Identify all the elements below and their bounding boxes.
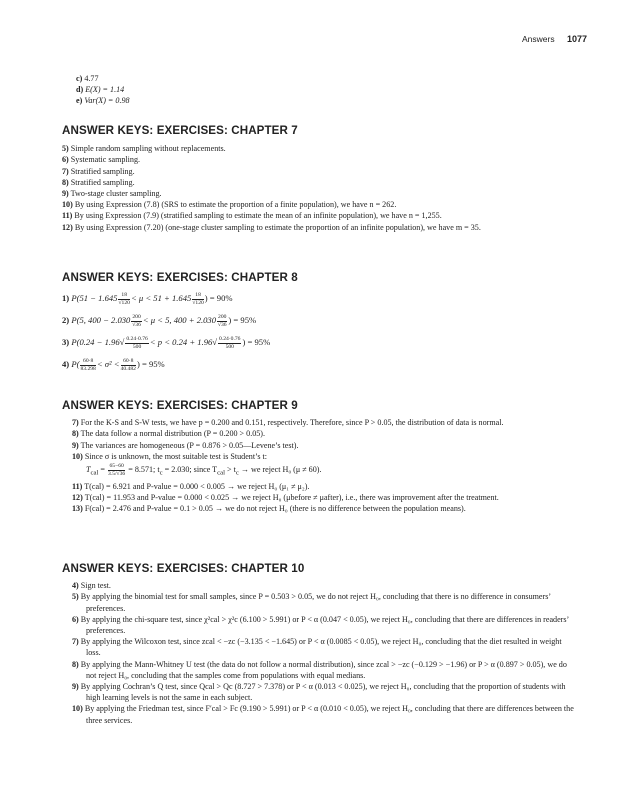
answer-item: 5) Simple random sampling without replacements. [62,144,226,154]
answer-item: c) 4.77 [76,74,99,83]
answer-item: 7) For the K-S and S-W tests, we have p = 0.200 and 0.151, respectively. Therefore, since P > 0.05, the distribution of data is normal. [72,418,504,428]
fraction: $\frac{60\cdot 8}{83.298}$ [80,358,96,372]
answer-item: 8) By applying the Mann-Whitney U test (the data do not follow a normal distribution), since zcal > −zc (−0.129 > −1.96) or P > α (0.897 > 0.05), we do not reject H₀, concluding that the samples come from populations with equal medians. [72,659,567,680]
fraction: $\frac{65-60}{3.5/√36}$ [108,463,126,477]
equation-2: 2) P(5, 400 − 2.030 $\frac{200}{√36}$ < μ < 5, 400 + 2.030 $\frac{200}{√36}$ ) = 95% [62,314,257,328]
answer-item: 9) Two-stage cluster sampling. [62,189,162,199]
equation-1: 1) P(51 − 1.645 $\frac{18}{√120}$ < μ < 51 + 1.645 $\frac{18}{√120}$ ) = 90% [62,292,233,306]
equation-4: 4) P( $\frac{60\cdot 8}{83.298}$ < σ² < $\frac{60\cdot 8}{40.482}$ ) = 95% [62,358,165,372]
page-number: 1077 [566,34,587,44]
answer-item: 8) Stratified sampling. [62,177,135,187]
answer-item: 12) By using Expression (7.20) (one-stage cluster sampling to estimate the proportion of an infinite population), we have m = 35. [62,222,481,232]
answer-item: 6) Systematic sampling. [62,155,141,165]
answer-item: 12) T(cal) = 11.953 and P-value = 0.000 < 0.025 → we reject H₀ (μbefore ≠ μafter), i.e., there was improvement after the treatment. [72,492,499,502]
answer-item: 13) F(cal) = 2.476 and P-value = 0.1 > 0.05 → we do not reject H₀ (there is no difference between the population means). [72,504,466,514]
fraction: $\frac{18}{√120}$ [192,292,204,306]
chapter-7-heading: ANSWER KEYS: EXERCISES: CHAPTER 7 [62,124,298,137]
equation-3: 3) P(0.24 − 1.96√ $\frac{0.24\cdot 0.76}{500}$ < p < 0.24 + 1.96√ $\frac{0.24\cdot 0.76}{500}$ ) = 95% [62,336,271,350]
answer-item: 6) By applying the chi-square test, since χ²cal > χ²c (6.100 > 5.991) or P < α (0.047 < 0.05), we reject H₀, concluding that there are differences in readers’ preferences. [72,614,569,636]
previous-answers [62,73,574,107]
fraction: $\frac{18}{√120}$ [118,292,130,306]
fraction: $\frac{200}{√36}$ [217,314,227,328]
answer-item: 11) By using Expression (7.9) (stratified sampling to estimate the mean of an infinite population), we have n = 1,255. [62,211,442,221]
fraction: $\frac{0.24\cdot 0.76}{500}$ [219,336,241,350]
fraction: $\frac{60\cdot 8}{40.482}$ [120,358,136,372]
answer-item: 10) By using Expression (7.8) (SRS to estimate the proportion of a finite population), we have n = 262. [62,200,397,210]
answer-item: d) E(X) = 1.14 [76,85,125,95]
answer-item: 7) Stratified sampling. [62,166,135,176]
section-name: Answers [522,34,555,44]
answer-item: 8) The data follow a normal distribution (P = 0.200 > 0.05). [72,429,266,439]
chapter-8-section [62,272,574,375]
fraction: $\frac{0.24\cdot 0.76}{500}$ [126,336,148,350]
answer-item: 9) The variances are homogeneous (P = 0.876 > 0.05—Levene’s test). [72,440,299,450]
chapter-8-heading: ANSWER KEYS: EXERCISES: CHAPTER 8 [62,271,298,284]
answer-item: 11) T(cal) = 6.921 and P-value = 0.000 < 0.005 → we reject H₀ (μ₁ ≠ μ₂). [72,481,310,491]
t-statistic-formula: $T_{cal}$ = $\frac{65-60}{3.5/√36}$ = 8.571; $t_c = 2.030$; since $T_{cal} > t_c$ → we reject H₀ (μ ≠ 60). [86,463,322,477]
chapter-9-section [62,400,574,514]
chapter-10-section [62,563,574,726]
fraction: $\frac{200}{√36}$ [132,314,141,328]
answer-item: 10) Since σ is unknown, the most suitable test is Student’s t: [72,451,268,461]
chapter-7-section [62,125,574,233]
answer-item: 5) By applying the binomial test for small samples, since P = 0.503 > 0.05, we do not reject H₀, concluding that there is no difference in consumers’ preferences. [72,592,551,613]
chapter-10-heading: ANSWER KEYS: EXERCISES: CHAPTER 10 [62,562,305,575]
answer-item: 7) By applying the Wilcoxon test, since zcal < −zc (−3.135 < −1.645) or P < α (0.0085 < 0.05), we reject H₀, concluding that the diet resulted in weight loss. [72,637,562,658]
running-header [522,34,587,44]
answer-item: 4) Sign test. [72,581,111,591]
chapter-9-heading: ANSWER KEYS: EXERCISES: CHAPTER 9 [62,399,298,412]
answer-item: e) Var(X) = 0.98 [76,96,130,106]
answer-item: 9) By applying Cochran’s Q test, since Qcal > Qc (8.727 > 7.378) or P < α (0.013 < 0.025), we reject H₀, concluding that the proportion of students with high learning levels is not the same in each subject. [72,682,566,703]
answer-item: 10) By applying the Friedman test, since F′cal > Fc (9.190 > 5.991) or P < α (0.010 < 0.05), we reject H₀, concluding that there are differences between the three services. [72,704,574,725]
